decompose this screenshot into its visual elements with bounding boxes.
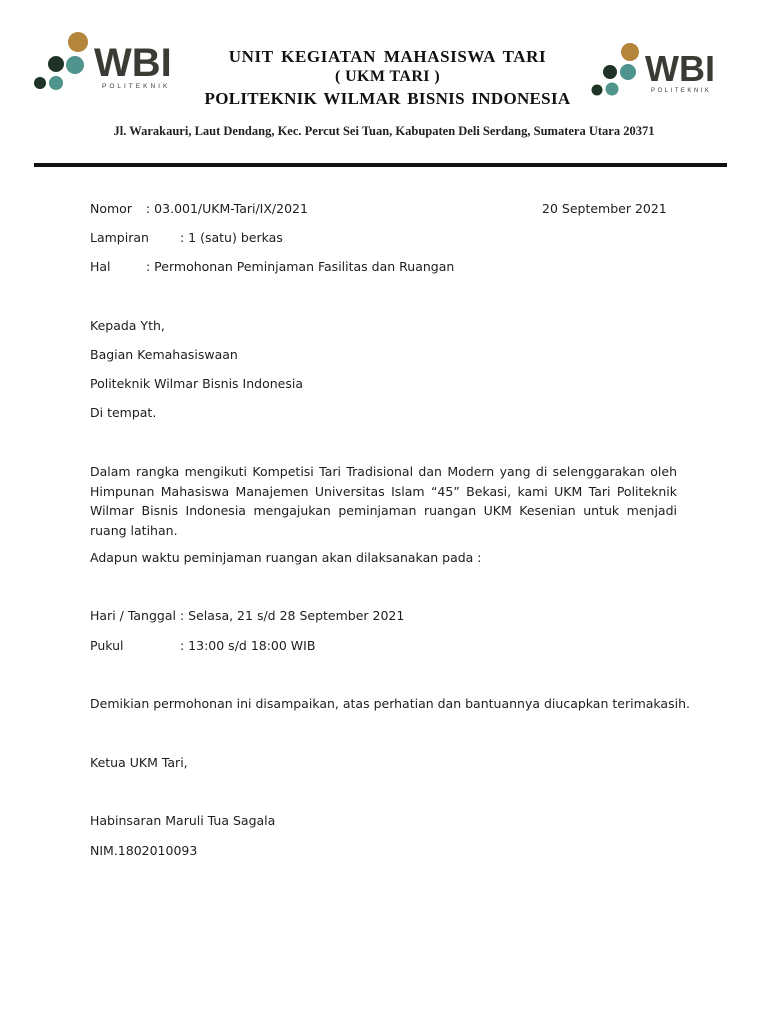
logo-dot-gold xyxy=(621,43,639,61)
hal-value: : Permohonan Peminjaman Fasilitas dan Ruangan xyxy=(146,259,455,274)
signatory-name: Habinsaran Maruli Tua Sagala xyxy=(90,813,276,828)
header-institution: POLITEKNIK WILMAR BISNIS INDONESIA xyxy=(204,89,571,108)
recipient-salutation: Kepada Yth, xyxy=(90,318,165,333)
closing-statement: Demikian permohonan ini disampaikan, atas perhatian dan bantuannya diucapkan terimakasih. xyxy=(90,696,690,711)
logo-wordmark: WBI xyxy=(94,41,172,85)
logo-dot-gold xyxy=(68,32,88,52)
wbi-logo-left xyxy=(30,28,180,98)
schedule-time-value: : 13:00 s/d 18:00 WIB xyxy=(180,638,316,653)
wbi-logo-right xyxy=(588,40,728,102)
hal-label: Hal xyxy=(90,259,111,274)
logo-subtitle: POLITEKNIK xyxy=(102,83,171,90)
logo-dot-dark xyxy=(48,56,64,72)
header-divider xyxy=(34,163,727,167)
logo-subtitle: POLITEKNIK xyxy=(651,88,712,94)
nomor-label: Nomor xyxy=(90,201,132,216)
nomor-value: : 03.001/UKM-Tari/IX/2021 xyxy=(146,201,308,216)
header-address: Jl. Warakauri, Laut Dendang, Kec. Percut Sei Tuan, Kabupaten Deli Serdang, Sumatera Utara 20371 xyxy=(113,124,655,138)
wbi-logo-right-icon xyxy=(588,40,728,102)
logo-dot-dark xyxy=(603,65,617,79)
logo-dot-teal xyxy=(66,56,84,74)
schedule-day-value: : Selasa, 21 s/d 28 September 2021 xyxy=(180,608,405,623)
header-org-short: ( UKM TARI ) xyxy=(334,68,441,85)
recipient-institution: Politeknik Wilmar Bisnis Indonesia xyxy=(90,376,303,391)
recipient-location: Di tempat. xyxy=(90,405,157,420)
lampiran-value: : 1 (satu) berkas xyxy=(180,230,283,245)
logo-wordmark: WBI xyxy=(645,48,715,89)
logo-dot-dark-small xyxy=(34,77,46,89)
logo-dot-dark-small xyxy=(592,85,603,96)
letter-date: 20 September 2021 xyxy=(542,201,667,216)
schedule-day-label: Hari / Tanggal xyxy=(90,608,176,623)
logo-dot-teal-small xyxy=(49,76,63,90)
signatory-nim: NIM.1802010093 xyxy=(90,843,198,858)
lampiran-label: Lampiran xyxy=(90,230,149,245)
logo-dot-teal xyxy=(620,64,636,80)
body-paragraph-2: Adapun waktu peminjaman ruangan akan dilaksanakan pada : xyxy=(90,550,482,565)
recipient-department: Bagian Kemahasiswaan xyxy=(90,347,238,362)
signatory-position: Ketua UKM Tari, xyxy=(90,755,188,770)
wbi-logo-left-icon xyxy=(30,28,180,98)
header-org-unit: UNIT KEGIATAN MAHASISWA TARI xyxy=(228,47,547,66)
body-paragraph-1: Dalam rangka mengikuti Kompetisi Tari Tradisional dan Modern yang di selenggarakan oleh Himpunan Mahasiswa Manajemen Universitas Islam “45” Bekasi, kami UKM Tari Politeknik Wilmar Bisnis Indonesia mengajukan peminjaman ruangan UKM Kesenian untuk menjadi ruang latihan. xyxy=(90,464,677,538)
schedule-time-label: Pukul xyxy=(90,638,124,653)
logo-dot-teal-small xyxy=(606,83,619,96)
